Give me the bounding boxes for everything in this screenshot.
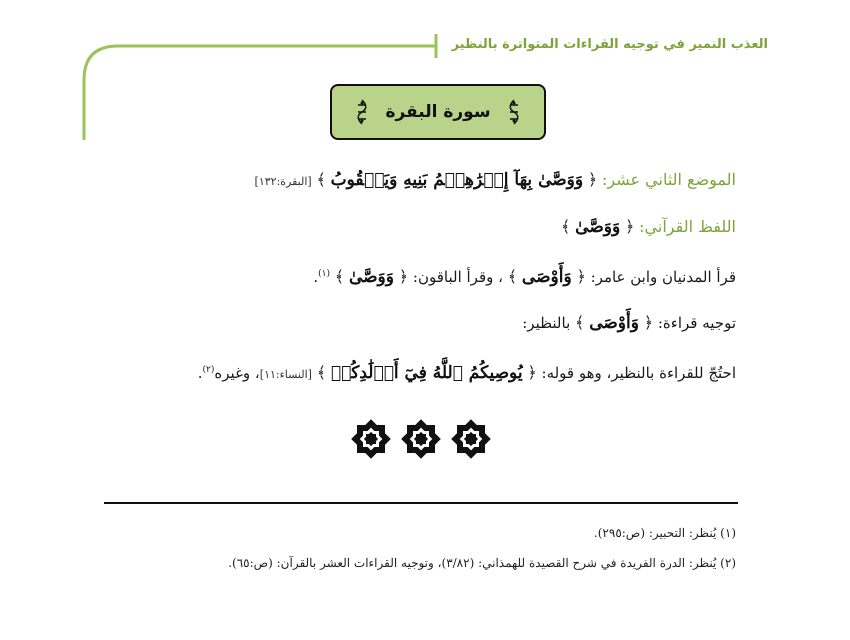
- reading-justification-line: [522, 311, 736, 335]
- ornate-bracket-icon: ﴿: [576, 267, 586, 286]
- running-title: العذب النمير في توجيه القراءات المتواترة بالنظير: [451, 37, 768, 52]
- quranic-word-label: اللفظ القرآني:: [639, 217, 736, 236]
- evidence-text: احتُجّ للقراءة بالنظير، وهو قوله:: [541, 364, 736, 382]
- octagram-star-icon: [398, 416, 444, 462]
- ornate-bracket-icon: ﴿: [398, 267, 409, 286]
- footnote: (١) يُنظر: التحبير: (ص:٢٩٥).: [593, 526, 736, 540]
- ornate-bracket-icon: ﴾: [561, 217, 571, 236]
- ornate-bracket-icon: ﴾: [316, 363, 327, 382]
- quran-verse: وَوَصَّىٰ بِهَآ إِبۡرَٰهِـۧمُ بَنِيهِ وَيَعۡقُوبُ: [330, 170, 584, 190]
- position-label: الموضع الثاني عشر:: [602, 170, 736, 189]
- footnote-separator: [104, 502, 738, 504]
- justification-text: بالنظير:: [522, 314, 571, 332]
- verse-position-line: [255, 168, 736, 194]
- sentence-end: .: [197, 364, 203, 382]
- footnote-marker: (١): [318, 269, 331, 279]
- octagram-star-icon: [348, 416, 394, 462]
- justification-text: توجيه قراءة:: [657, 314, 736, 332]
- readings-text: قرأ المدنيان وابن عامر:: [590, 268, 736, 286]
- quranic-word: وَوَصَّىٰ: [575, 217, 621, 237]
- reading-word: وَوَصَّىٰ: [348, 267, 394, 287]
- ornate-bracket-icon: ﴾: [507, 267, 518, 286]
- floral-ornament-icon: [355, 99, 369, 125]
- verse-reference: [البقرة:١٣٢]: [254, 175, 312, 188]
- evidence-line: [198, 358, 736, 387]
- footnote-marker: (٢): [202, 365, 215, 375]
- quran-verse: يُوصِيكُمُ ٱللَّهُ فِيٓ أَوۡلَٰدِكُمۡ: [330, 363, 523, 383]
- ornate-bracket-icon: ﴿: [587, 170, 598, 189]
- ornate-bracket-icon: ﴿: [624, 217, 635, 236]
- quranic-word-line: [561, 215, 736, 239]
- evidence-text: ، وغيره: [214, 364, 260, 382]
- footnote: (٢) يُنظر: الدرة الفريدة في شرح القصيدة للهمذاني: (٣/٨٢)، وتوجيه القراءات العشر بالقرآن: (ص:٦٥).: [228, 556, 736, 570]
- section-divider: [348, 416, 496, 464]
- reading-word: وَأَوْصَى: [521, 267, 572, 287]
- ornate-bracket-icon: ﴾: [575, 313, 585, 332]
- surah-title-box: [330, 84, 546, 140]
- ornate-bracket-icon: ﴿: [643, 313, 654, 332]
- surah-title: سورة البقرة: [385, 102, 491, 122]
- floral-ornament-icon: [507, 99, 521, 125]
- sentence-end: .: [313, 268, 319, 286]
- verse-reference: [النساء:١١]: [259, 368, 312, 381]
- justification-word: وَأَوْصَى: [589, 313, 639, 333]
- ornate-bracket-icon: ﴿: [527, 363, 537, 382]
- ornate-bracket-icon: ﴾: [316, 170, 326, 189]
- readings-text: ، وقرأ الباقون:: [412, 268, 503, 286]
- readings-line: [313, 262, 736, 289]
- ornate-bracket-icon: ﴾: [334, 267, 345, 286]
- octagram-star-icon: [448, 416, 494, 462]
